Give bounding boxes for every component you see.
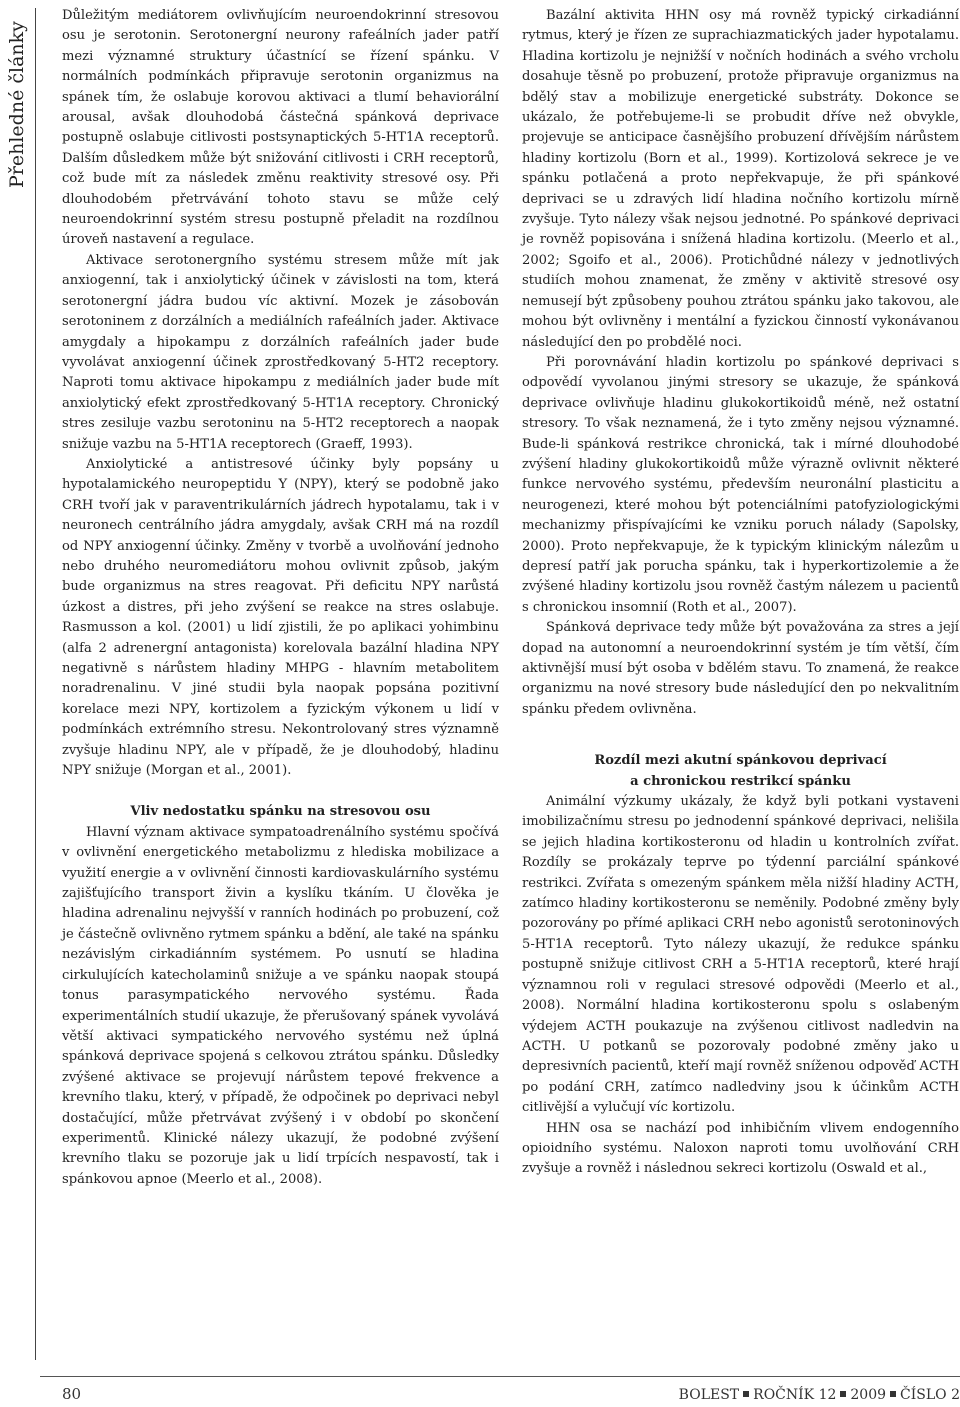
section-label-text: Přehledné články xyxy=(6,21,28,188)
section-label xyxy=(2,8,32,188)
section-heading-line1: Rozdíl mezi akutní spánkovou deprivací xyxy=(594,753,887,769)
journal-info xyxy=(679,1386,960,1404)
separator-square-icon xyxy=(890,1391,896,1397)
journal-volume: ROČNÍK 12 xyxy=(753,1387,837,1403)
page-number: 80 xyxy=(62,1385,82,1403)
paragraph: Spánková deprivace tedy může být považována za stres a její dopad na autonomní a neuroendokrinní systém je tím větší, čím aktivnější musí být osoba v bdělém stavu. To znamená, že reakce organizmu na nové stresory bude následující den po nekvalitním spánku předem ovlivněna. xyxy=(522,620,959,717)
separator-square-icon xyxy=(840,1391,846,1397)
section-heading: Vliv nedostatku spánku na stresovou osu xyxy=(130,804,431,820)
paragraph: Anxiolytické a antistresové účinky byly popsány u hypotalamického neuropeptidu Y (NPY), který se podobně jako CRH tvoří jak v paraventrikulárních jádrech hypotalamu, tak i v neuronech centrálního jádra amygdaly, avšak CRH má na rozdíl od NPY anxiogenní účinky. Změny v tvorbě a uvolňování jednoho nebo druhého neuromediátoru mohou ovlivnit způsob, jakým bude organizmus na stres reagovat. Při deficitu NPY narůstá úzkost a distres, při jeho zvýšení se reakce na stres oslabuje. Rasmusson a kol. (2001) u lidí zjistili, že po aplikaci yohimbinu (alfa 2 adrenergní antagonista) korelovala bazální hladina NPY negativně s nárůstem hladiny MHPG - hlavním metabolitem noradrenalinu. V jiné studii byla naopak popsána pozitivní korelace mezi NPY, kortizolem a fyzickým výkonem u lidí v podmínkách extrémního stresu. Nekontrolovaný stres významně zvyšuje hladinu NPY, ale v případě, že je dlouhodobý, hladinu NPY snižuje (Morgan et al., 2001). xyxy=(62,456,499,779)
separator-square-icon xyxy=(743,1391,749,1397)
paragraph: Důležitým mediátorem ovlivňujícím neuroendokrinní stresovou osu je serotonin. Serotonergní neurony rafeálních jader patří mezi významné struktury účastnící se řízení spánku. V normálních podmínkách připravuje serotonin organizmus na spánek tím, že oslabuje korovou aktivaci a tlumí behaviorální arousal, avšak dlouhodobá částečná spánková deprivace postupně oslabuje citlivosti postsynaptických 5-HT1A receptorů. Dalším důsledkem může být snižování citlivosti i CRH receptorů, což bude mít za následek změnu reaktivity stresové osy. Při dlouhodobém přetrvávání tohoto stavu se může celý neuroendokrinní systém stresu postupně přeladit na rozdílnou úroveň nastavení a regulace. xyxy=(62,8,499,248)
side-divider xyxy=(35,8,36,1360)
section-heading xyxy=(522,751,959,792)
paragraph: Animální výzkumy ukázaly, že když byli potkani vystaveni imobilizačnímu stresu po jednodenní spánkové deprivaci, nelišila se jejich hladina kortikosteronu od hladin u kontrolních zvířat. Rozdíly se prokázaly teprve po týdenní parciální spánkové restrikci. Zvířata s omezeným spánkem měla nižší hladiny ACTH, zatímco hladiny kortikosteronu se neměnily. Podobné změny byly pozorovány po přímé aplikaci CRH nebo agonistů serotoninových 5-HT1A receptorů. Tyto nálezy ukazují, že redukce spánku postupně snižuje citlivost CRH a 5-HT1A receptorů, které hrají významnou roli v regulaci stresové odpovědi (Meerlo et al., 2008). Normální hladina kortikosteronu spolu s oslabeným výdejem ACTH poukazuje na zvýšenou citlivost nadledvin na ACTH. U potkanů se pozorovaly podobné změny jako u depresivních pacientů, kteří mají rovněž sníženou odpověď ACTH po podání CRH, zatímco nadledviny jsou k účinkům ACTH citlivější a vylučují víc kortizolu. xyxy=(522,794,959,1116)
paragraph: Při porovnávání hladin kortizolu po spánkové deprivaci s odpovědí vyvolanou jinými stresory se ukazuje, že spánková deprivace ovlivňuje hladinu glukokortikoidů méně, než ostatní stresory. To však neznamená, že i tyto změny nejsou významné. Bude-li spánková restrikce chronická, tak i mírné dlouhodobé zvýšení hladiny glukokortikoidů může výrazně ovlivnit některé funkce nervového systému, především neuronální plasticitu a neurogenezi, které mohou být potenciálními patofyziologickými mechanizmy přispívajícími ke vzniku poruch nálady (Sapolsky, 2000). Proto nepřekvapuje, že k typickým klinickým nálezům u depresí patří jak porucha spánku, tak i hyperkortizolemie a že zvýšené hladiny kortizolu jsou rovněž častým nálezem u pacientů s chronickou insomnií (Roth et al., 2007). xyxy=(522,354,959,615)
footer-divider xyxy=(40,1376,960,1377)
section-heading-line2: a chronickou restrikcí spánku xyxy=(630,773,851,789)
paragraph: Aktivace serotonergního systému stresem může mít jak anxiogenní, tak i anxiolytický účinek v závislosti na tom, která serotonergní jádra budou víc aktivní. Mozek je zásobován serotoninem z dorzálních a mediálních rafeálních jader. Aktivace amygdaly a hipokampu z dorzálních rafeálních jader bude vyvolávat anxiogenní účinek zprostředkovaný 5-HT2 receptory. Naproti tomu aktivace hipokampu z mediálních jader bude mít anxiolytický efekt zprostředkovaný 5-HT1A receptory. Chronický stres zesiluje vazbu serotoninu na 5-HT2 receptorech a naopak snižuje vazbu na 5-HT1A receptorech (Graeff, 1993). xyxy=(62,252,499,452)
paragraph: HHN osa se nachází pod inhibičním vlivem endogenního opioidního systému. Naloxon naproti tomu uvolňování CRH zvyšuje a rovněž i následnou sekreci kortizolu (Oswald et al., xyxy=(522,1120,959,1177)
right-column xyxy=(522,6,959,1180)
paragraph: Bazální aktivita HHN osy má rovněž typický cirkadiánní rytmus, který je řízen ze suprachiazmatických jader hypotalamu. Hladina kortizolu je nejnižší v nočních hodinách a svého vrcholu dosahuje těsně po probuzení, protože připravuje organizmus na bdělý stav a mobilizuje energetické substráty. Dokonce se ukázalo, že potřebujeme-li se probudit dříve než obvykle, projevuje se anticipace časnějšího probuzení dřívějším nárůstem hladiny kortizolu (Born et al., 1999). Kortizolová sekrece je ve spánku potlačená a proto nepřekvapuje, že při spánkové deprivaci se u zdravých lidí hladina nočního kortizolu mírně zvyšuje. Tyto nálezy však nejsou jednotné. Po spánkové deprivaci je rovněž popisována i snížená hladina kortizolu. (Meerlo et al., 2002; Sgoifo et al., 2006). Protichůdné nálezy v jednotlivých studiích mohou znamenat, že změny v aktivitě stresové osy nemusejí být způsobeny pouhou ztrátou spánku jako takovou, ale mohou být ovlivněny i mentální a fyzickou činností vykonávanou následující den po probdělé noci. xyxy=(522,8,959,350)
paragraph: Hlavní význam aktivace sympatoadrenálního systému spočívá v ovlivnění energetického metabolizmu z hlediska mobilizace a využití energie a v ovlivnění činnosti kardiovaskulárního systému zajišťujícího transport živin a kyslíku tkáním. U člověka je hladina adrenalinu nejvyšší v ranních hodinách po probuzení, což je částečně ovlivněno rytmem spánku a bdění, ale také na spánku nezávislým cirkadiánním systémem. Po usnutí se hladina cirkulujících katecholaminů snižuje a ve spánku naopak stoupá tonus parasympatického nervového systému. Řada experimentálních studií ukazuje, že přerušovaný spánek vyvolává větší aktivaci sympatického nervového systému než úplná spánková deprivace spojená s celkovou ztrátou spánku. Důsledky zvýšené aktivace se projevují nárůstem tepové frekvence a krevního tlaku, který, v případě, že odpočinek po deprivaci nebyl dostačující, může přetrvávat zvýšený i v období po skončení experimentů. Klinické nálezy ukazují, že podobné zvýšení krevního tlaku se pozoruje jak u lidí trpících nespavostí, tak i spánkovou apnoe (Meerlo et al., 2008). xyxy=(62,824,499,1187)
journal-issue: ČÍSLO 2 xyxy=(900,1387,960,1403)
journal-year: 2009 xyxy=(850,1387,887,1403)
journal-name: BOLEST xyxy=(678,1387,740,1403)
left-column xyxy=(62,6,499,1190)
